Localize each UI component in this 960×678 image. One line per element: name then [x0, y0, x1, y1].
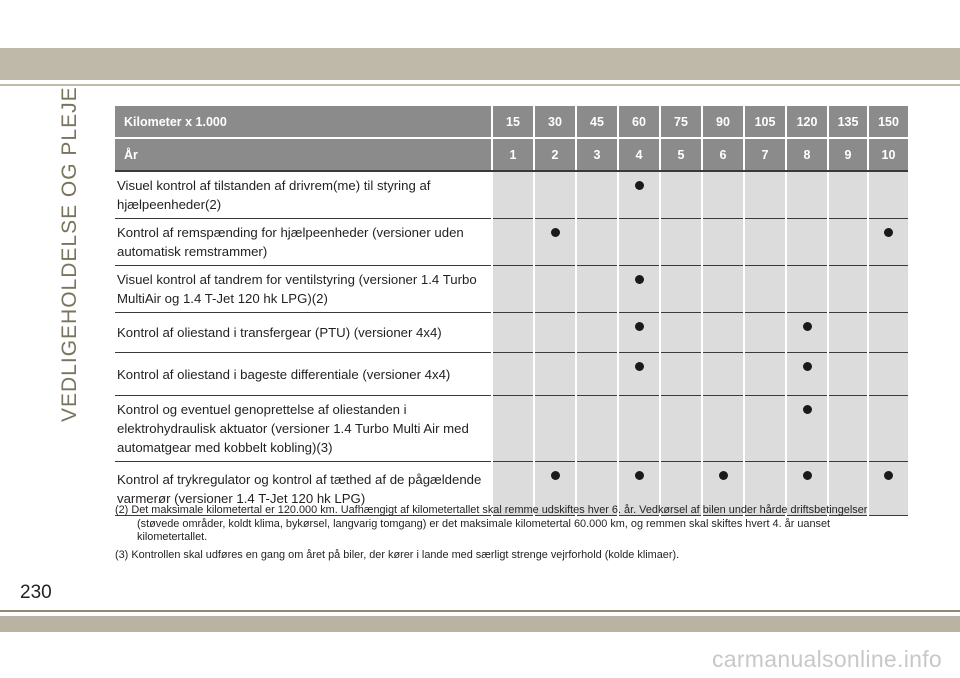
- schedule-cell: [660, 266, 702, 313]
- km-header-cell: 150: [868, 106, 908, 138]
- schedule-cell: [868, 313, 908, 353]
- service-dot-icon: [803, 405, 812, 414]
- schedule-cell: [786, 219, 828, 266]
- schedule-cell: [534, 171, 576, 219]
- top-decorative-band: [0, 48, 960, 80]
- km-header-cell: 105: [744, 106, 786, 138]
- schedule-cell: [576, 171, 618, 219]
- schedule-row: [115, 396, 908, 462]
- schedule-cell: [534, 313, 576, 353]
- footnote-2: (2) Det maksimale kilometertal er 120.000 km. Uafhængigt af kilometertallet skal remme udskiftes hver 6. år. Vedkørsel af bilen under hårde driftsbetingelser (støvede områder, koldt klima, bykørsel, langvarig tomgang) er det maksimale kilometertal 60.000 km, og remmen skal skiftes hvert 4. år uanset kilometertallet.: [115, 504, 868, 543]
- schedule-cell: [702, 219, 744, 266]
- year-header-cell: 10: [868, 138, 908, 171]
- schedule-cell: [534, 396, 576, 462]
- schedule-cell: [744, 266, 786, 313]
- footnotes: [115, 504, 900, 566]
- schedule-row: [115, 219, 908, 266]
- schedule-cell: [492, 313, 534, 353]
- schedule-cell: [618, 171, 660, 219]
- service-dot-icon: [803, 362, 812, 371]
- task-description: Kontrol af oliestand i bageste differentiale (versioner 4x4): [115, 353, 492, 396]
- schedule-cell: [744, 171, 786, 219]
- schedule-cell: [576, 353, 618, 396]
- task-description: Visuel kontrol af tandrem for ventilstyring (versioner 1.4 Turbo MultiAir og 1.4 T-Jet 120 hk LPG)(2): [115, 266, 492, 313]
- task-description: Kontrol og eventuel genoprettelse af oliestanden i elektrohydraulisk aktuator (versioner 1.4 Turbo Multi Air med automatgear med kobbelt kobling)(3): [115, 396, 492, 462]
- maintenance-schedule-table: [115, 106, 908, 516]
- service-dot-icon: [635, 362, 644, 371]
- schedule-cell: [786, 313, 828, 353]
- km-header-cell: 75: [660, 106, 702, 138]
- watermark: carmanualsonline.info: [711, 646, 942, 672]
- km-header-cell: 45: [576, 106, 618, 138]
- km-header-cell: 15: [492, 106, 534, 138]
- schedule-cell: [618, 396, 660, 462]
- km-header-cell: 120: [786, 106, 828, 138]
- schedule-cell: [660, 313, 702, 353]
- schedule-cell: [786, 171, 828, 219]
- schedule-cell: [786, 353, 828, 396]
- schedule-cell: [828, 219, 868, 266]
- schedule-cell: [492, 396, 534, 462]
- schedule-cell: [618, 313, 660, 353]
- schedule-cell: [868, 266, 908, 313]
- schedule-cell: [618, 353, 660, 396]
- service-dot-icon: [719, 471, 728, 480]
- kilometer-header-row: [115, 106, 908, 138]
- task-description: Kontrol af oliestand i transfergear (PTU) (versioner 4x4): [115, 313, 492, 353]
- schedule-cell: [576, 219, 618, 266]
- service-dot-icon: [635, 471, 644, 480]
- schedule-cell: [492, 171, 534, 219]
- task-description: Kontrol af trykregulator og kontrol af tæthed af de pågældende varmerør (versioner 1.4 T-Jet 120 hk LPG): [115, 462, 492, 516]
- footnote-3: (3) Kontrollen skal udføres en gang om året på biler, der kører i lande med særligt strenge vejrforhold (kolde klimaer).: [115, 548, 680, 561]
- kilometer-header-label: Kilometer x 1.000: [115, 106, 492, 138]
- year-header-cell: 4: [618, 138, 660, 171]
- schedule-cell: [576, 266, 618, 313]
- schedule-row: [115, 353, 908, 396]
- schedule-cell: [534, 353, 576, 396]
- schedule-cell: [828, 353, 868, 396]
- schedule-row: [115, 266, 908, 313]
- schedule-cell: [744, 313, 786, 353]
- schedule-row: [115, 171, 908, 219]
- task-description: Kontrol af remspænding for hjælpeenheder (versioner uden automatisk remstrammer): [115, 219, 492, 266]
- schedule-cell: [868, 396, 908, 462]
- year-header-cell: 6: [702, 138, 744, 171]
- km-header-cell: 90: [702, 106, 744, 138]
- service-dot-icon: [803, 471, 812, 480]
- schedule-cell: [618, 266, 660, 313]
- schedule-body: [115, 171, 908, 516]
- schedule-cell: [660, 396, 702, 462]
- schedule-cell: [828, 171, 868, 219]
- year-header-cell: 8: [786, 138, 828, 171]
- year-header-label: År: [115, 138, 492, 171]
- schedule-cell: [786, 396, 828, 462]
- schedule-cell: [660, 171, 702, 219]
- schedule-cell: [744, 396, 786, 462]
- top-decorative-line: [0, 84, 960, 86]
- service-dot-icon: [884, 228, 893, 237]
- year-header-cell: 2: [534, 138, 576, 171]
- service-dot-icon: [635, 181, 644, 190]
- year-header-cell: 7: [744, 138, 786, 171]
- schedule-cell: [534, 219, 576, 266]
- schedule-cell: [828, 396, 868, 462]
- service-dot-icon: [884, 471, 893, 480]
- task-description: Visuel kontrol af tilstanden af drivrem(me) til styring af hjælpeenheder(2): [115, 171, 492, 219]
- year-header-cell: 9: [828, 138, 868, 171]
- service-dot-icon: [551, 471, 560, 480]
- year-header-cell: 5: [660, 138, 702, 171]
- km-header-cell: 135: [828, 106, 868, 138]
- schedule-cell: [534, 266, 576, 313]
- schedule-cell: [702, 171, 744, 219]
- schedule-cell: [702, 313, 744, 353]
- schedule-cell: [786, 266, 828, 313]
- schedule-cell: [492, 219, 534, 266]
- page-number: 230: [20, 582, 52, 603]
- km-header-cell: 60: [618, 106, 660, 138]
- schedule-cell: [744, 353, 786, 396]
- schedule-cell: [828, 313, 868, 353]
- schedule-cell: [492, 266, 534, 313]
- service-dot-icon: [635, 322, 644, 331]
- schedule-cell: [868, 353, 908, 396]
- schedule-cell: [702, 353, 744, 396]
- schedule-cell: [868, 219, 908, 266]
- bottom-decorative-line: [0, 610, 960, 612]
- schedule-cell: [660, 219, 702, 266]
- service-dot-icon: [551, 228, 560, 237]
- schedule-cell: [744, 219, 786, 266]
- service-dot-icon: [635, 275, 644, 284]
- schedule-cell: [702, 396, 744, 462]
- schedule-cell: [660, 353, 702, 396]
- bottom-decorative-band: [0, 616, 960, 632]
- section-side-title: VEDLIGEHOLDELSE OG PLEJE: [58, 86, 81, 422]
- schedule-cell: [868, 171, 908, 219]
- year-header-cell: 1: [492, 138, 534, 171]
- service-dot-icon: [803, 322, 812, 331]
- km-header-cell: 30: [534, 106, 576, 138]
- schedule-cell: [576, 313, 618, 353]
- schedule-cell: [618, 219, 660, 266]
- schedule-cell: [576, 396, 618, 462]
- schedule-cell: [702, 266, 744, 313]
- year-header-row: [115, 138, 908, 171]
- schedule-cell: [492, 353, 534, 396]
- year-header-cell: 3: [576, 138, 618, 171]
- schedule-cell: [828, 266, 868, 313]
- schedule-row: [115, 313, 908, 353]
